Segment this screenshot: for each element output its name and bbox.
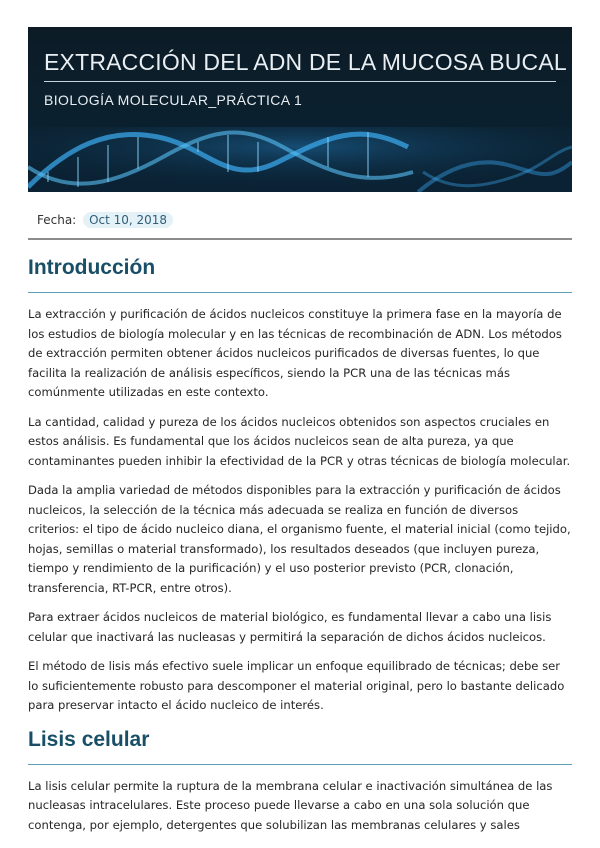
banner-divider (44, 81, 556, 82)
document-title: EXTRACCIÓN DEL ADN DE LA MUCOSA BUCAL (44, 49, 567, 75)
paragraph: El método de lisis más efectivo suele implicar un enfoque equilibrado de técnicas; debe ser lo suficientemente robusto para descomponer el material original, pero lo bastante delicado para preservar intacto el ácido nucleico de interés. (28, 659, 565, 712)
document-subtitle: BIOLOGÍA MOLECULAR_PRÁCTICA 1 (44, 92, 303, 108)
date-row (37, 212, 173, 228)
paragraph: La extracción y purificación de ácidos nucleicos constituye la primera fase en la mayoría de los estudios de biología molecular y en las técnicas de recombinación de ADN. Los métodos de extracción permiten obtener ácidos nucleicos purificados de diversas fuentes, lo que facilita la realización de análisis específicos, siendo la PCR una de las técnicas más comúnmente utilizadas en este contexto. (28, 307, 562, 399)
section-introduccion (28, 254, 572, 716)
date-label: Fecha: (37, 213, 77, 227)
paragraph: Para extraer ácidos nucleicos de material biológico, es fundamental llevar a cabo una lisis celular que inactivará las nucleasas y permitirá la separación de dichos ácidos nucleicos. (28, 610, 552, 644)
paragraph: La cantidad, calidad y pureza de los ácidos nucleicos obtenidos son aspectos cruciales en estos análisis. Es fundamental que los ácidos nucleicos sean de alta pureza, ya que contaminantes pueden inhibir la efectividad de la PCR y otras técnicas de biología molecular. (28, 414, 571, 468)
document-body (28, 254, 572, 845)
paragraph: La lisis celular permite la ruptura de la membrana celular e inactivación simultánea de las nucleasas intracelulares. Este proceso puede llevarse a cabo en una sola solución que contenga, por ejemplo, detergentes que solubilizan las membranas celulares y sales (28, 778, 553, 832)
date-chip[interactable]: Oct 10, 2018 (83, 212, 173, 228)
paragraph: Dada la amplia variedad de métodos disponibles para la extracción y purificación de ácidos nucleicos, la selección de la técnica más adecuada se realiza en función de diversos criterios: el tipo de ácido nucleico diana, el organismo fuente, el material inicial (como tejido, hojas, semillas o material transformado), los resultados deseados (que incluyen pureza, tiempo y rendimiento de la purificación) y el uso posterior previsto (PCR, clonación, transferencia, RT-PCR, entre otros). (28, 483, 571, 595)
section-divider (28, 292, 572, 293)
dna-helix-image (28, 127, 572, 192)
header-divider (28, 238, 572, 240)
section-divider (28, 764, 572, 765)
header-banner (28, 27, 572, 192)
section-heading: Introducción (28, 256, 156, 279)
section-heading: Lisis celular (28, 727, 150, 751)
section-lisis-celular (28, 726, 572, 836)
